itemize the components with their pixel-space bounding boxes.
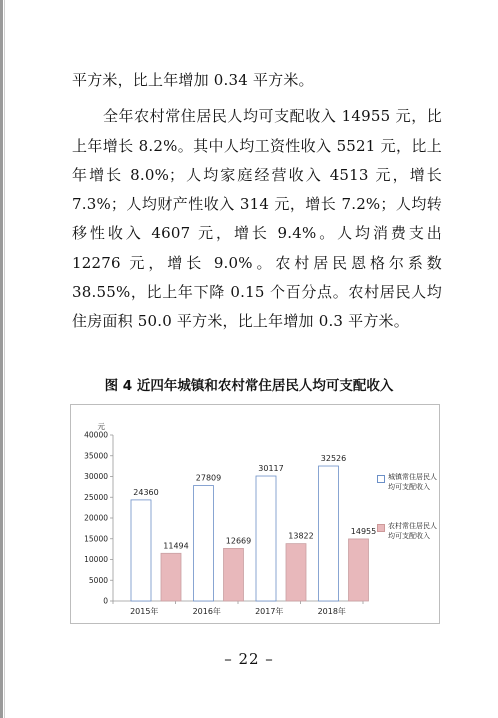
paragraph-tail: 平方米，比上年增加 0.34 平方米。 (72, 71, 314, 89)
legend-item-urban (377, 473, 437, 492)
data-label: 13822 (288, 531, 314, 541)
y-tick-label: 15000 (84, 534, 108, 544)
data-label: 14955 (350, 526, 377, 536)
legend-label-rural: 农村常住居民人均可支配收入 (388, 522, 437, 540)
legend-swatch-urban (377, 475, 385, 483)
y-tick-label: 30000 (84, 472, 108, 481)
x-tick-label: 2017年 (255, 607, 284, 616)
page-edge-shadow (0, 0, 3, 718)
y-tick-label: 10000 (84, 555, 108, 564)
bar-urban (256, 476, 276, 601)
data-label: 30117 (258, 464, 284, 474)
legend-item-rural (377, 522, 437, 541)
income-chart (70, 404, 440, 624)
figure-title: 图 4 近四年城镇和农村常住居民人均可支配收入 (104, 378, 394, 394)
body-text (72, 66, 442, 337)
x-tick-label: 2015年 (130, 607, 159, 616)
y-tick-label: 20000 (84, 513, 108, 523)
bar-rural (224, 548, 244, 601)
bar-rural (161, 553, 181, 601)
page-edge-line (4, 0, 5, 718)
y-tick-label: 5000 (88, 575, 108, 585)
x-tick-label: 2018年 (317, 607, 346, 616)
data-label: 24360 (133, 487, 159, 497)
y-axis-unit-label: 元 (97, 422, 105, 431)
chart-legend (377, 473, 437, 541)
x-tick-label: 2016年 (192, 607, 221, 616)
data-label: 27809 (195, 473, 222, 483)
legend-swatch-rural (377, 524, 385, 532)
bar-rural (286, 544, 306, 601)
bar-urban (319, 466, 339, 601)
paragraph-rural-income: 全年农村常住居民人均可支配收入 14955 元，比上年增长 8.2%。其中人均工资性收入 5521 元，比上年增长 8.0%；人均家庭经营收入 4513 元，增长 7.3%；人均财产性收入 314 元，增长 7.2%；人均转移性收入 4607 元，增长 9.4%。人均消费支出 12276 元，增长 9.0%。农村居民恩格尔系数 38.55%，比上年下降 0.15 个百分点。农村居民人均住房面积 50.0 平方米，比上年增加 0.3 平方米。 (72, 107, 442, 331)
y-tick-label: 40000 (84, 430, 108, 440)
y-tick-label: 35000 (84, 451, 108, 461)
y-tick-label: 25000 (84, 492, 108, 502)
bar-urban (194, 486, 214, 601)
data-label: 12669 (225, 536, 252, 546)
bar-urban (131, 500, 151, 601)
page-number: – 22 – (224, 650, 274, 668)
legend-label-urban: 城镇常住居民人均可支配收入 (388, 473, 437, 491)
data-label: 32526 (320, 454, 347, 464)
data-label: 11494 (163, 541, 189, 551)
y-tick-label: 0 (103, 596, 108, 606)
bar-rural (349, 539, 369, 601)
